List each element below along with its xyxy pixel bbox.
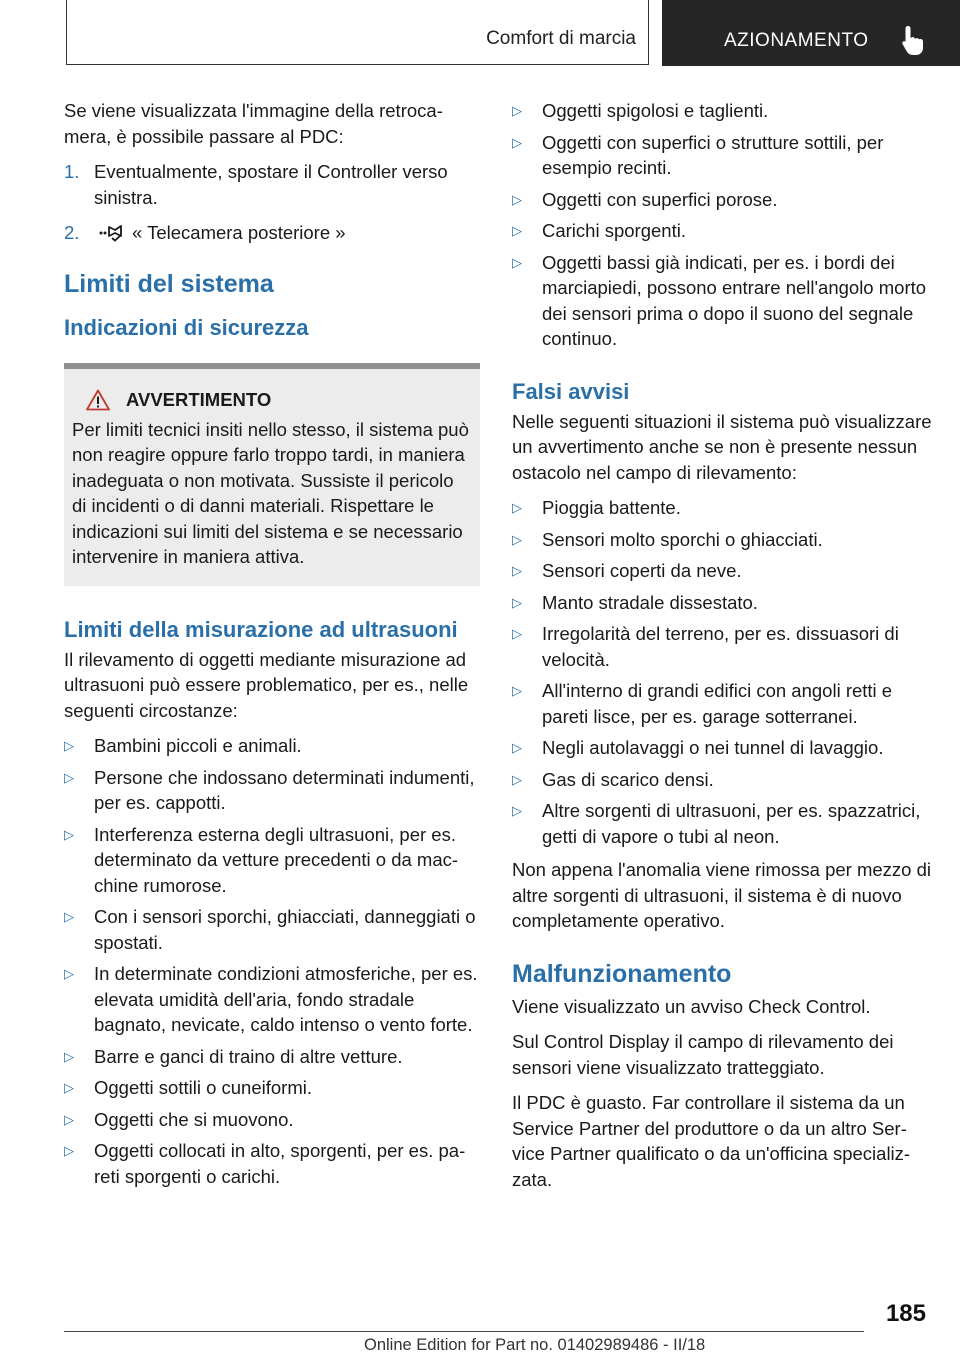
list-item-text: Con i sensori sporchi, ghiacciati, danneggiati o spostati. [94,906,476,953]
list-item [512,527,932,553]
bullet-triangle-icon: ▷ [512,191,522,207]
step-text: Eventualmente, spostare il Controller verso sinistra. [94,161,448,208]
page-header [0,0,960,66]
warning-title: AVVERTIMENTO [126,388,272,410]
step-1 [64,159,480,210]
bullet-triangle-icon: ▷ [512,594,522,610]
step-number: 2. [64,222,80,243]
falsi-paragraph: Nelle seguenti situazioni il sistema può visualizzare un avvertimento anche se non è presente nessun ostacolo nel campo di rilevamento: [512,410,932,483]
list-item [512,130,932,181]
list-item [512,590,932,616]
heading-malfunzionamento: Malfunzionamento [512,959,732,988]
list-item [64,961,480,1038]
bullet-triangle-icon: ▷ [512,683,522,698]
footer-rule [64,1331,864,1332]
right-column [512,98,932,1202]
list-item-text: Oggetti con superfici o strutture sottili, per esempio recinti. [542,131,884,178]
list-item [512,218,932,244]
list-item [64,822,480,899]
bullet-triangle-icon: ▷ [512,626,522,641]
section-title: Comfort di marcia [486,28,636,49]
header-rule-bottom [66,64,649,65]
bullet-triangle-icon: ▷ [64,1111,74,1127]
rear-camera-icon [98,224,124,242]
falsi-after-paragraph: Non appena l'anomalia viene rimossa per mezzo di altre sorgenti di ultrasuoni, il sistema è di nuovo completamente operativo. [512,859,931,931]
malfunzionamento-p3: Il PDC è guasto. Far controllare il sistema da un Service Partner del produttore o da un altro Service Partner qualificato o da un'officina specializzata. [512,1092,911,1190]
list-item [64,1107,480,1133]
bullet-triangle-icon: ▷ [512,500,522,515]
list-item-text: In determinate condizioni atmosferiche, per es. elevata umidità dell'aria, fondo stradale bagnato, nevicate, caldo intenso o vento forte. [94,963,478,1035]
intro-paragraph: Se viene visualizzata l'immagine della retrocamera, è possibile passare al PDC: [64,100,443,147]
list-item-text: Sensori coperti da neve. [542,560,742,581]
step-text: « Telecamera posteriore » [132,222,346,243]
bullet-triangle-icon: ▷ [512,771,522,787]
bullet-triangle-icon: ▷ [512,740,522,755]
false-alarms-list [512,495,932,849]
heading-misurazione-ultrasuoni: Limiti della misurazione ad ultrasuoni [64,616,458,642]
warning-box [64,363,480,586]
list-item-text: Persone che indossano determinati indumenti, per es. cappotti. [94,766,475,813]
list-item-text: Barre e ganci di traino di altre vetture. [94,1045,403,1067]
bullet-triangle-icon: ▷ [512,103,522,118]
list-item-text: Negli autolavaggi o nei tunnel di lavaggio. [542,737,884,758]
objects-list [512,98,932,352]
list-item-text: Altre sorgenti di ultrasuoni, per es. spazzatrici, getti di vapore o tubi al neon. [542,800,921,847]
list-item [512,98,932,124]
list-item [512,678,932,729]
chapter-title: AZIONAMENTO [724,30,869,51]
list-item [64,765,480,816]
list-item-text: Gas di scarico densi. [542,768,714,790]
edition-note: Online Edition for Part no. 01402989486 - II/18 [364,1336,706,1354]
bullet-triangle-icon: ▷ [64,738,74,753]
bullet-triangle-icon: ▷ [64,1080,74,1095]
list-item-text: Irregolarità del terreno, per es. dissuasori di velocità. [542,623,899,670]
list-item-text: Oggetti sottili o cuneiformi. [94,1077,312,1098]
heading-limiti-sistema: Limiti del sistema [64,269,274,298]
bullet-triangle-icon: ▷ [64,826,74,842]
list-item-text: Manto stradale dissestato. [542,591,758,613]
list-item [512,250,932,352]
bullet-triangle-icon: ▷ [512,563,522,578]
bullet-triangle-icon: ▷ [64,769,74,785]
heading-falsi-avvisi: Falsi avvisi [512,378,630,404]
list-item-text: Interferenza esterna degli ultrasuoni, per es. determinato da vetture precedenti o da macchine rumorose. [94,823,459,896]
warning-triangle-icon [86,389,110,411]
header-rule-right [648,0,649,64]
step-number: 1. [64,161,80,182]
list-item [512,495,932,521]
list-item-text: Sensori molto sporchi o ghiacciati. [542,528,823,550]
step-text-wrap [94,220,346,246]
chapter-tab[interactable] [662,0,960,66]
bullet-triangle-icon: ▷ [512,223,522,238]
malfunzionamento-p2: Sul Control Display il campo di rilevamento dei sensori viene visualizzato tratteggiato. [512,1031,894,1078]
warning-text: Per limiti tecnici insiti nello stesso, il sistema può non reagire oppure farlo troppo tardi, in maniera inadeguata o non motivata. Sussiste il pericolo di incidenti o di danni materiali. Rispettare le indicazioni sui limiti del sistema e se necessario intervenire in maniera attiva. [72,418,469,567]
bullet-triangle-icon: ▷ [64,966,74,981]
header-rule-left [66,0,67,64]
page-number: 185 [885,1300,926,1327]
list-item-text: Carichi sporgenti. [542,220,686,241]
bullet-triangle-icon: ▷ [512,803,522,818]
bullet-triangle-icon: ▷ [64,1143,74,1158]
hand-pointer-icon [900,24,926,56]
list-item-text: All'interno di grandi edifici con angoli retti e pareti lisce, per es. garage sotterranei. [542,680,893,727]
list-item [512,187,932,213]
list-item-text: Pioggia battente. [542,497,681,518]
heading-indicazioni-sicurezza: Indicazioni di sicurezza [64,314,309,340]
malfunzionamento-p1: Viene visualizzato un avviso Check Control. [512,995,871,1017]
list-item [64,1075,480,1101]
list-item-text: Oggetti che si muovono. [94,1108,294,1130]
bullet-triangle-icon: ▷ [512,134,522,150]
list-item-text: Oggetti con superfici porose. [542,188,778,210]
list-item [512,735,932,761]
list-item-text: Oggetti spigolosi e taglienti. [542,100,769,121]
ultrasound-limits-list [64,733,480,1189]
list-item [64,904,480,955]
misurazione-paragraph: Il rilevamento di oggetti mediante misurazione ad ultrasuoni può essere problematico, per es., nelle seguenti circostanze: [64,648,469,721]
bullet-triangle-icon: ▷ [512,531,522,547]
list-item [64,1044,480,1070]
list-item-text: Oggetti bassi già indicati, per es. i bordi dei marciapiedi, possono entrare nell'angolo morto dei sensori prima o dopo il suono del segnale continuo. [542,251,927,349]
bullet-triangle-icon: ▷ [64,909,74,924]
warning-title-row [72,389,472,411]
list-item [512,767,932,793]
list-item [512,558,932,584]
list-item [64,1138,480,1189]
left-column [64,98,480,1197]
list-item-text: Oggetti collocati in alto, sporgenti, per es. pareti sporgenti o carichi. [94,1140,466,1187]
list-item [64,733,480,759]
list-item [512,621,932,672]
list-item-text: Bambini piccoli e animali. [94,735,302,756]
bullet-triangle-icon: ▷ [64,1048,74,1064]
list-item [512,798,932,849]
step-2 [64,220,480,246]
bullet-triangle-icon: ▷ [512,254,522,270]
